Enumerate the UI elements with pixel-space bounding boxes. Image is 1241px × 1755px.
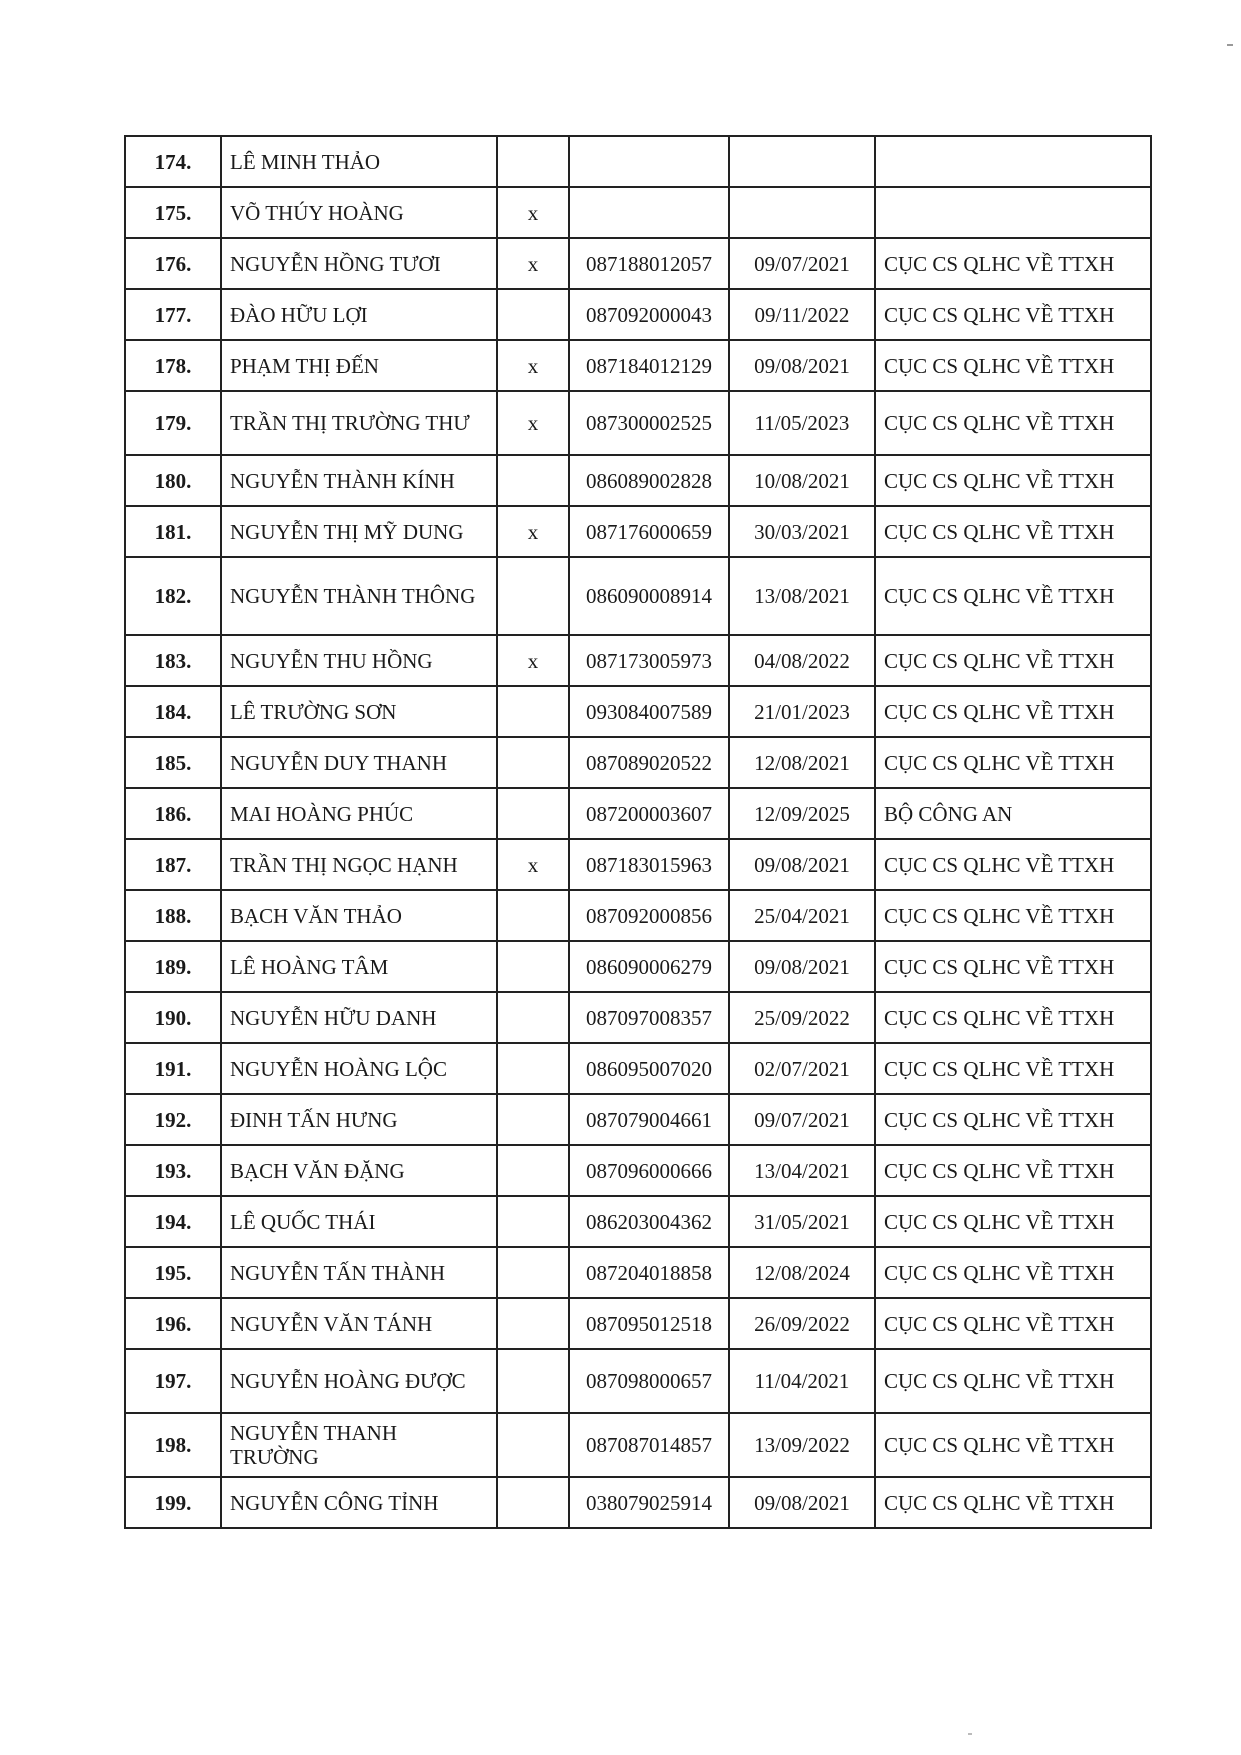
- issue-date: 09/08/2021: [729, 941, 875, 992]
- row-number: 185.: [125, 737, 221, 788]
- person-name: PHẠM THỊ ĐẾN: [221, 340, 497, 391]
- issuing-authority: CỤC CS QLHC VỀ TTXH: [875, 890, 1151, 941]
- issue-date: 25/04/2021: [729, 890, 875, 941]
- person-name: NGUYỄN HOÀNG ĐƯỢC: [221, 1349, 497, 1413]
- issuing-authority: CỤC CS QLHC VỀ TTXH: [875, 992, 1151, 1043]
- table-row: [125, 635, 1151, 686]
- person-name: NGUYỄN HOÀNG LỘC: [221, 1043, 497, 1094]
- row-number: 196.: [125, 1298, 221, 1349]
- issue-date: [729, 136, 875, 187]
- row-number: 188.: [125, 890, 221, 941]
- gender-mark: [497, 941, 569, 992]
- issuing-authority: CỤC CS QLHC VỀ TTXH: [875, 1477, 1151, 1528]
- table-row: [125, 992, 1151, 1043]
- issuing-authority: [875, 136, 1151, 187]
- table-row: [125, 187, 1151, 238]
- id-number: 087096000666: [569, 1145, 729, 1196]
- table-row: [125, 1094, 1151, 1145]
- issuing-authority: CỤC CS QLHC VỀ TTXH: [875, 686, 1151, 737]
- issuing-authority: CỤC CS QLHC VỀ TTXH: [875, 737, 1151, 788]
- row-number: 191.: [125, 1043, 221, 1094]
- table-row: [125, 455, 1151, 506]
- table-row: [125, 238, 1151, 289]
- person-name: NGUYỄN THANH TRƯỜNG: [221, 1413, 497, 1477]
- gender-mark: [497, 788, 569, 839]
- row-number: 199.: [125, 1477, 221, 1528]
- row-number: 181.: [125, 506, 221, 557]
- row-number: 197.: [125, 1349, 221, 1413]
- person-name: LÊ HOÀNG TÂM: [221, 941, 497, 992]
- id-number: 087300002525: [569, 391, 729, 455]
- issuing-authority: CỤC CS QLHC VỀ TTXH: [875, 1043, 1151, 1094]
- id-number: 087092000856: [569, 890, 729, 941]
- id-number: 087204018858: [569, 1247, 729, 1298]
- issuing-authority: CỤC CS QLHC VỀ TTXH: [875, 506, 1151, 557]
- issue-date: 12/09/2025: [729, 788, 875, 839]
- table-row: [125, 686, 1151, 737]
- id-number: 087079004661: [569, 1094, 729, 1145]
- person-name: TRẦN THỊ NGỌC HẠNH: [221, 839, 497, 890]
- gender-mark: [497, 557, 569, 635]
- gender-mark: x: [497, 391, 569, 455]
- table-row: [125, 340, 1151, 391]
- row-number: 195.: [125, 1247, 221, 1298]
- id-number: 086203004362: [569, 1196, 729, 1247]
- table-row: [125, 890, 1151, 941]
- id-number: 087095012518: [569, 1298, 729, 1349]
- issue-date: 02/07/2021: [729, 1043, 875, 1094]
- gender-mark: [497, 1477, 569, 1528]
- row-number: 187.: [125, 839, 221, 890]
- issue-date: 09/08/2021: [729, 839, 875, 890]
- table-row: [125, 941, 1151, 992]
- issuing-authority: CỤC CS QLHC VỀ TTXH: [875, 635, 1151, 686]
- gender-mark: x: [497, 187, 569, 238]
- gender-mark: [497, 686, 569, 737]
- gender-mark: [497, 737, 569, 788]
- id-number: [569, 187, 729, 238]
- table-row: [125, 1477, 1151, 1528]
- table-row: [125, 1349, 1151, 1413]
- person-name: NGUYỄN THU HỒNG: [221, 635, 497, 686]
- gender-mark: [497, 992, 569, 1043]
- issue-date: 13/08/2021: [729, 557, 875, 635]
- row-number: 186.: [125, 788, 221, 839]
- gender-mark: [497, 1247, 569, 1298]
- id-number: 087173005973: [569, 635, 729, 686]
- person-name: NGUYỄN CÔNG TỈNH: [221, 1477, 497, 1528]
- gender-mark: [497, 455, 569, 506]
- table-row: [125, 289, 1151, 340]
- person-name: NGUYỄN HỒNG TƯƠI: [221, 238, 497, 289]
- person-name: ĐINH TẤN HƯNG: [221, 1094, 497, 1145]
- issuing-authority: CỤC CS QLHC VỀ TTXH: [875, 839, 1151, 890]
- row-number: 184.: [125, 686, 221, 737]
- issuing-authority: CỤC CS QLHC VỀ TTXH: [875, 289, 1151, 340]
- table-row: [125, 1298, 1151, 1349]
- issue-date: 10/08/2021: [729, 455, 875, 506]
- gender-mark: [497, 890, 569, 941]
- person-name: VÕ THÚY HOÀNG: [221, 187, 497, 238]
- table-row: [125, 788, 1151, 839]
- row-number: 182.: [125, 557, 221, 635]
- table-row: [125, 1043, 1151, 1094]
- roster-table: [124, 135, 1152, 1529]
- id-number: 087183015963: [569, 839, 729, 890]
- scan-speck: [968, 1733, 972, 1735]
- id-number: 038079025914: [569, 1477, 729, 1528]
- table-row: [125, 839, 1151, 890]
- issue-date: 09/08/2021: [729, 340, 875, 391]
- issue-date: 21/01/2023: [729, 686, 875, 737]
- id-number: 086095007020: [569, 1043, 729, 1094]
- gender-mark: [497, 289, 569, 340]
- row-number: 190.: [125, 992, 221, 1043]
- person-name: LÊ QUỐC THÁI: [221, 1196, 497, 1247]
- issue-date: 13/09/2022: [729, 1413, 875, 1477]
- gender-mark: [497, 1094, 569, 1145]
- id-number: 087176000659: [569, 506, 729, 557]
- person-name: NGUYỄN THỊ MỸ DUNG: [221, 506, 497, 557]
- table-row: [125, 557, 1151, 635]
- person-name: LÊ MINH THẢO: [221, 136, 497, 187]
- gender-mark: [497, 1349, 569, 1413]
- issue-date: 25/09/2022: [729, 992, 875, 1043]
- person-name: NGUYỄN VĂN TÁNH: [221, 1298, 497, 1349]
- issue-date: 11/05/2023: [729, 391, 875, 455]
- id-number: 087200003607: [569, 788, 729, 839]
- issuing-authority: CỤC CS QLHC VỀ TTXH: [875, 1349, 1151, 1413]
- issue-date: 12/08/2021: [729, 737, 875, 788]
- issuing-authority: CỤC CS QLHC VỀ TTXH: [875, 557, 1151, 635]
- issue-date: 30/03/2021: [729, 506, 875, 557]
- table-row: [125, 136, 1151, 187]
- issue-date: 09/08/2021: [729, 1477, 875, 1528]
- person-name: BẠCH VĂN ĐẶNG: [221, 1145, 497, 1196]
- issuing-authority: CỤC CS QLHC VỀ TTXH: [875, 1413, 1151, 1477]
- issuing-authority: CỤC CS QLHC VỀ TTXH: [875, 1196, 1151, 1247]
- gender-mark: [497, 1196, 569, 1247]
- person-name: NGUYỄN THÀNH KÍNH: [221, 455, 497, 506]
- id-number: 086090008914: [569, 557, 729, 635]
- id-number: [569, 136, 729, 187]
- gender-mark: [497, 1145, 569, 1196]
- gender-mark: x: [497, 506, 569, 557]
- issuing-authority: CỤC CS QLHC VỀ TTXH: [875, 1298, 1151, 1349]
- issue-date: 26/09/2022: [729, 1298, 875, 1349]
- issuing-authority: [875, 187, 1151, 238]
- id-number: 087098000657: [569, 1349, 729, 1413]
- row-number: 177.: [125, 289, 221, 340]
- issue-date: 04/08/2022: [729, 635, 875, 686]
- id-number: 093084007589: [569, 686, 729, 737]
- row-number: 176.: [125, 238, 221, 289]
- person-name: NGUYỄN DUY THANH: [221, 737, 497, 788]
- row-number: 198.: [125, 1413, 221, 1477]
- id-number: 086089002828: [569, 455, 729, 506]
- row-number: 178.: [125, 340, 221, 391]
- id-number: 087087014857: [569, 1413, 729, 1477]
- issuing-authority: CỤC CS QLHC VỀ TTXH: [875, 1247, 1151, 1298]
- issue-date: 12/08/2024: [729, 1247, 875, 1298]
- issuing-authority: CỤC CS QLHC VỀ TTXH: [875, 1145, 1151, 1196]
- table-row: [125, 1247, 1151, 1298]
- row-number: 180.: [125, 455, 221, 506]
- issue-date: 09/11/2022: [729, 289, 875, 340]
- table-row: [125, 1196, 1151, 1247]
- person-name: ĐÀO HỮU LỢI: [221, 289, 497, 340]
- roster-body: [125, 136, 1151, 1528]
- issuing-authority: CỤC CS QLHC VỀ TTXH: [875, 1094, 1151, 1145]
- issuing-authority: CỤC CS QLHC VỀ TTXH: [875, 238, 1151, 289]
- row-number: 189.: [125, 941, 221, 992]
- row-number: 174.: [125, 136, 221, 187]
- person-name: NGUYỄN HỮU DANH: [221, 992, 497, 1043]
- gender-mark: x: [497, 340, 569, 391]
- table-row: [125, 1413, 1151, 1477]
- row-number: 194.: [125, 1196, 221, 1247]
- issue-date: [729, 187, 875, 238]
- id-number: 087184012129: [569, 340, 729, 391]
- id-number: 087089020522: [569, 737, 729, 788]
- issuing-authority: CỤC CS QLHC VỀ TTXH: [875, 340, 1151, 391]
- issuing-authority: CỤC CS QLHC VỀ TTXH: [875, 941, 1151, 992]
- gender-mark: [497, 1413, 569, 1477]
- gender-mark: [497, 136, 569, 187]
- row-number: 183.: [125, 635, 221, 686]
- issuing-authority: BỘ CÔNG AN: [875, 788, 1151, 839]
- row-number: 175.: [125, 187, 221, 238]
- gender-mark: x: [497, 238, 569, 289]
- id-number: 087097008357: [569, 992, 729, 1043]
- issuing-authority: CỤC CS QLHC VỀ TTXH: [875, 391, 1151, 455]
- gender-mark: x: [497, 635, 569, 686]
- issue-date: 09/07/2021: [729, 1094, 875, 1145]
- table-row: [125, 506, 1151, 557]
- table-row: [125, 1145, 1151, 1196]
- person-name: MAI HOÀNG PHÚC: [221, 788, 497, 839]
- row-number: 193.: [125, 1145, 221, 1196]
- id-number: 087188012057: [569, 238, 729, 289]
- person-name: NGUYỄN THÀNH THÔNG: [221, 557, 497, 635]
- issue-date: 09/07/2021: [729, 238, 875, 289]
- row-number: 192.: [125, 1094, 221, 1145]
- gender-mark: [497, 1298, 569, 1349]
- issue-date: 31/05/2021: [729, 1196, 875, 1247]
- id-number: 087092000043: [569, 289, 729, 340]
- table-row: [125, 737, 1151, 788]
- issue-date: 11/04/2021: [729, 1349, 875, 1413]
- gender-mark: [497, 1043, 569, 1094]
- person-name: NGUYỄN TẤN THÀNH: [221, 1247, 497, 1298]
- person-name: LÊ TRƯỜNG SƠN: [221, 686, 497, 737]
- row-number: 179.: [125, 391, 221, 455]
- table-row: [125, 391, 1151, 455]
- person-name: TRẦN THỊ TRƯỜNG THƯ: [221, 391, 497, 455]
- person-name: BẠCH VĂN THẢO: [221, 890, 497, 941]
- scan-speck: [1227, 44, 1233, 46]
- issuing-authority: CỤC CS QLHC VỀ TTXH: [875, 455, 1151, 506]
- gender-mark: x: [497, 839, 569, 890]
- issue-date: 13/04/2021: [729, 1145, 875, 1196]
- id-number: 086090006279: [569, 941, 729, 992]
